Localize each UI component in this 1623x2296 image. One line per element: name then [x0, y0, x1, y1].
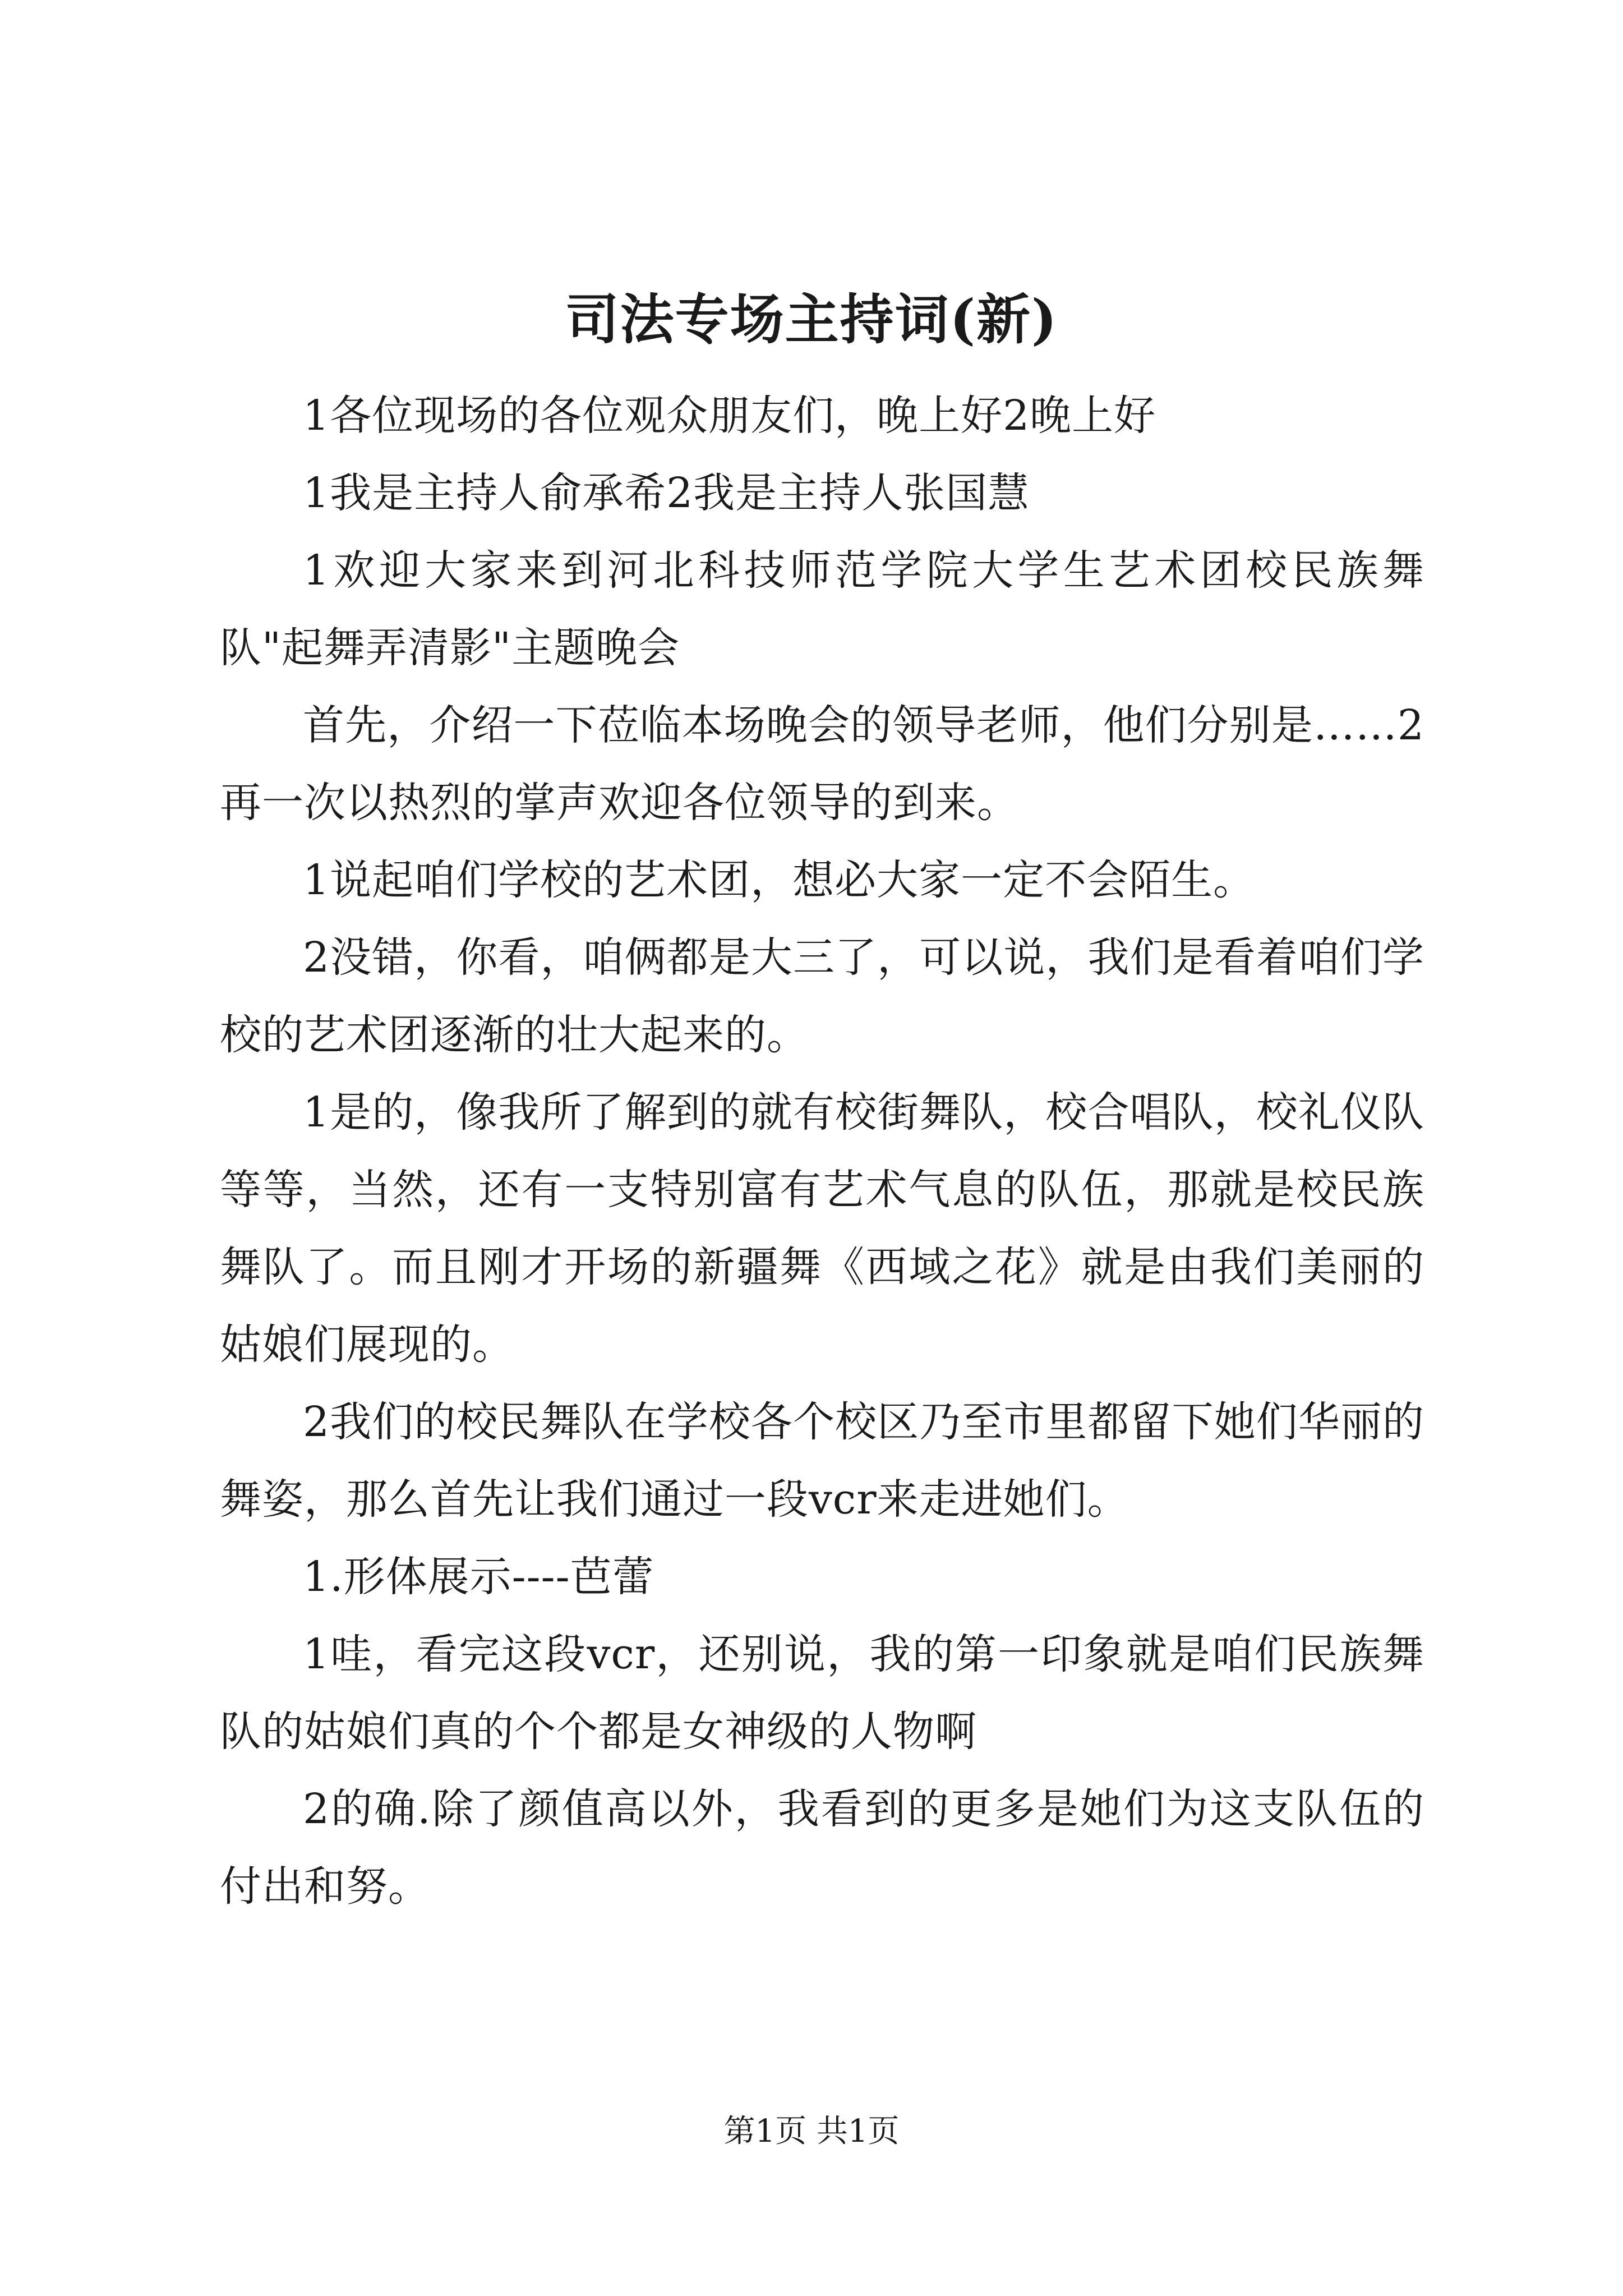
page-footer: 第1页 共1页 [723, 2113, 900, 2150]
paragraph: 2的确.除了颜值高以外，我看到的更多是她们为这支队伍的付出和努。 [220, 1785, 1424, 1911]
paragraph: 1说起咱们学校的艺术团，想必大家一定不会陌生。 [303, 856, 1256, 904]
paragraph: 1我是主持人俞承希2我是主持人张国慧 [303, 469, 1030, 517]
paragraph: 1哇，看完这段vcr，还别说，我的第一印象就是咱们民族舞队的姑娘们真的个个都是女神级的人物啊 [220, 1630, 1424, 1756]
paragraph: 1各位现场的各位观众朋友们，晚上好2晚上好 [303, 392, 1156, 440]
paragraph: 首先，介绍一下莅临本场晚会的领导老师，他们分别是……2再一次以热烈的掌声欢迎各位领导的到来。 [220, 701, 1424, 827]
paragraph: 1欢迎大家来到河北科技师范学院大学生艺术团校民族舞队"起舞弄清影"主题晚会 [220, 546, 1424, 672]
document-body [220, 377, 1424, 1925]
document-title: 司法专场主持词(新) [565, 288, 1058, 351]
paragraph: 2没错，你看，咱俩都是大三了，可以说，我们是看着咱们学校的艺术团逐渐的壮大起来的。 [220, 933, 1424, 1059]
paragraph: 1是的，像我所了解到的就有校街舞队，校合唱队，校礼仪队等等，当然，还有一支特别富有艺术气息的队伍，那就是校民族舞队了。而且刚才开场的新疆舞《西域之花》就是由我们美丽的姑娘们展现的。 [220, 1088, 1424, 1369]
paragraph: 1.形体展示----芭蕾 [303, 1553, 654, 1601]
paragraph: 2我们的校民舞队在学校各个校区乃至市里都留下她们华丽的舞姿，那么首先让我们通过一段vcr来走进她们。 [220, 1398, 1424, 1524]
